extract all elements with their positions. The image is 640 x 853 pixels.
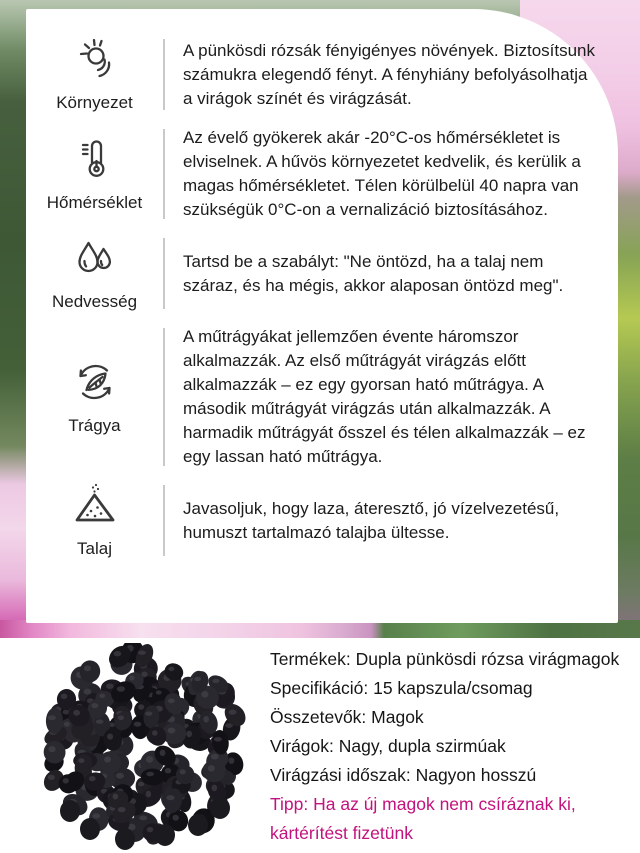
section-icon-column — [26, 136, 163, 213]
section-label: Talaj — [77, 539, 112, 558]
section-divider — [163, 485, 165, 556]
product-line: Virágok: Nagy, dupla szirmúak — [270, 736, 506, 756]
product-info-block — [0, 640, 640, 853]
sun-icon — [72, 36, 118, 82]
section-divider — [163, 328, 165, 466]
leaf-recycle-icon — [72, 359, 118, 405]
section-icon-column — [26, 36, 163, 113]
thermometer-icon — [72, 136, 118, 182]
water-drops-icon — [72, 235, 118, 281]
soil-pile-icon — [72, 482, 118, 528]
leaf-recycle-icon — [72, 359, 118, 405]
product-line: Termékek: Dupla pünkösdi rózsa virágmagok — [270, 649, 620, 669]
section-divider — [163, 238, 165, 309]
sun-icon — [72, 36, 118, 82]
product-line: Virágzási időszak: Nagyon hosszú — [270, 765, 537, 785]
section-text: Az évelő gyökerek akár -20°C-os hőmérsékletet is elviselnek. A hűvös környezetet kedvelik, és kerülik a magas hőmérsékletet. Télen körülbelül 40 napra van szükségük 0°C-on a vernalizáció biztosításához. — [183, 128, 581, 219]
plant-care-card — [26, 9, 618, 623]
section-text: A műtrágyákat jellemzően évente háromszor alkalmazzák. Az első műtrágyát virágzás előtt alkalmazzák – ez egy gyorsan ható műtrágya. A második műtrágyát virágzás után alkalmazzák. A harmadik műtrágyát ősszel és télen alkalmazzák – ez egy lassan ható műtrágya. — [183, 327, 586, 466]
section-divider — [163, 39, 165, 110]
care-section — [26, 36, 604, 113]
care-section — [26, 235, 604, 312]
product-tip: Tipp: Ha az új magok nem csíráznak ki, kártérítést fizetünk — [270, 794, 576, 843]
section-text: A pünkösdi rózsák fényigényes növények. Biztosítsunk számukra elegendő fényt. A fényhiány befolyásolhatja a virágok színét és virágzását. — [183, 40, 596, 108]
thermometer-icon — [72, 136, 118, 182]
section-text: Javasoljuk, hogy laza, áteresztő, jó vízelvezetésű, humuszt tartalmazó talajba ültesse. — [183, 498, 560, 542]
seed-pile-photo — [30, 643, 260, 853]
section-divider — [163, 129, 165, 219]
section-label: Trágya — [68, 415, 121, 435]
section-icon-column — [26, 235, 163, 312]
section-label: Környezet — [56, 93, 133, 112]
soil-pile-icon — [72, 482, 118, 528]
product-line: Összetevők: Magok — [270, 707, 424, 727]
section-label: Nedvesség — [51, 292, 138, 311]
care-section — [26, 325, 604, 469]
product-line: Specifikáció: 15 kapszula/csomag — [270, 678, 533, 698]
product-text — [270, 645, 632, 848]
care-section — [26, 126, 604, 222]
section-icon-column — [26, 359, 163, 436]
water-drops-icon — [72, 235, 118, 281]
section-label: Hőmérséklet — [46, 192, 143, 212]
section-text: Tartsd be a szabályt: "Ne öntözd, ha a talaj nem száraz, és ha mégis, akkor alaposan öntözd meg". — [183, 251, 564, 295]
section-icon-column — [26, 482, 163, 559]
care-section — [26, 482, 604, 559]
